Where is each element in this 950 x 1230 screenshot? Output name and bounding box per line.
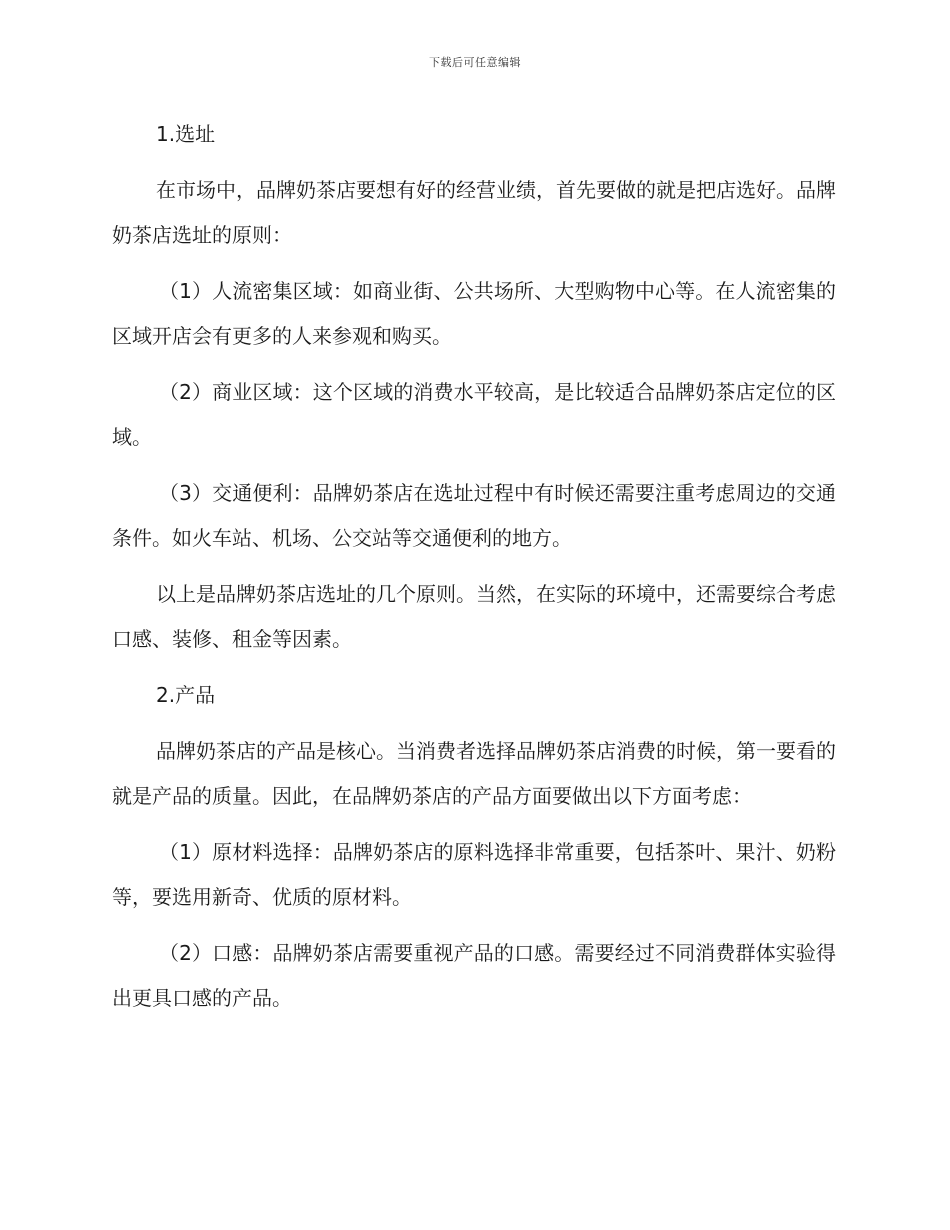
site-principle-item: （1）人流密集区域：如商业街、公共场所、大型购物中心等。在人流密集的区域开店会有更多的人来参观和购买。 [112, 279, 836, 348]
section-title-site: 1.选址 [156, 122, 216, 146]
header-note: 下载后可任意编辑 [429, 56, 521, 69]
product-consideration-item: （1）原材料选择：品牌奶茶店的原料选择非常重要，包括茶叶、果汁、奶粉等，要选用新奇、优质的原材料。 [112, 840, 836, 909]
section-title-product: 2.产品 [156, 683, 216, 707]
site-principle-item: （2）商业区域：这个区域的消费水平较高，是比较适合品牌奶茶店定位的区域。 [112, 380, 836, 449]
document-body [112, 112, 836, 1032]
section-intro-site: 在市场中，品牌奶茶店要想有好的经营业绩，首先要做的就是把店选好。品牌奶茶店选址的原则： [112, 178, 836, 247]
section-intro-product: 品牌奶茶店的产品是核心。当消费者选择品牌奶茶店消费的时候，第一要看的就是产品的质量。因此，在品牌奶茶店的产品方面要做出以下方面考虑： [112, 739, 836, 808]
section-summary-site: 以上是品牌奶茶店选址的几个原则。当然，在实际的环境中，还需要综合考虑口感、装修、租金等因素。 [112, 582, 836, 651]
site-principle-item: （3）交通便利：品牌奶茶店在选址过程中有时候还需要注重考虑周边的交通条件。如火车站、机场、公交站等交通便利的地方。 [112, 481, 836, 550]
product-consideration-item: （2）口感：品牌奶茶店需要重视产品的口感。需要经过不同消费群体实验得出更具口感的产品。 [112, 941, 836, 1010]
